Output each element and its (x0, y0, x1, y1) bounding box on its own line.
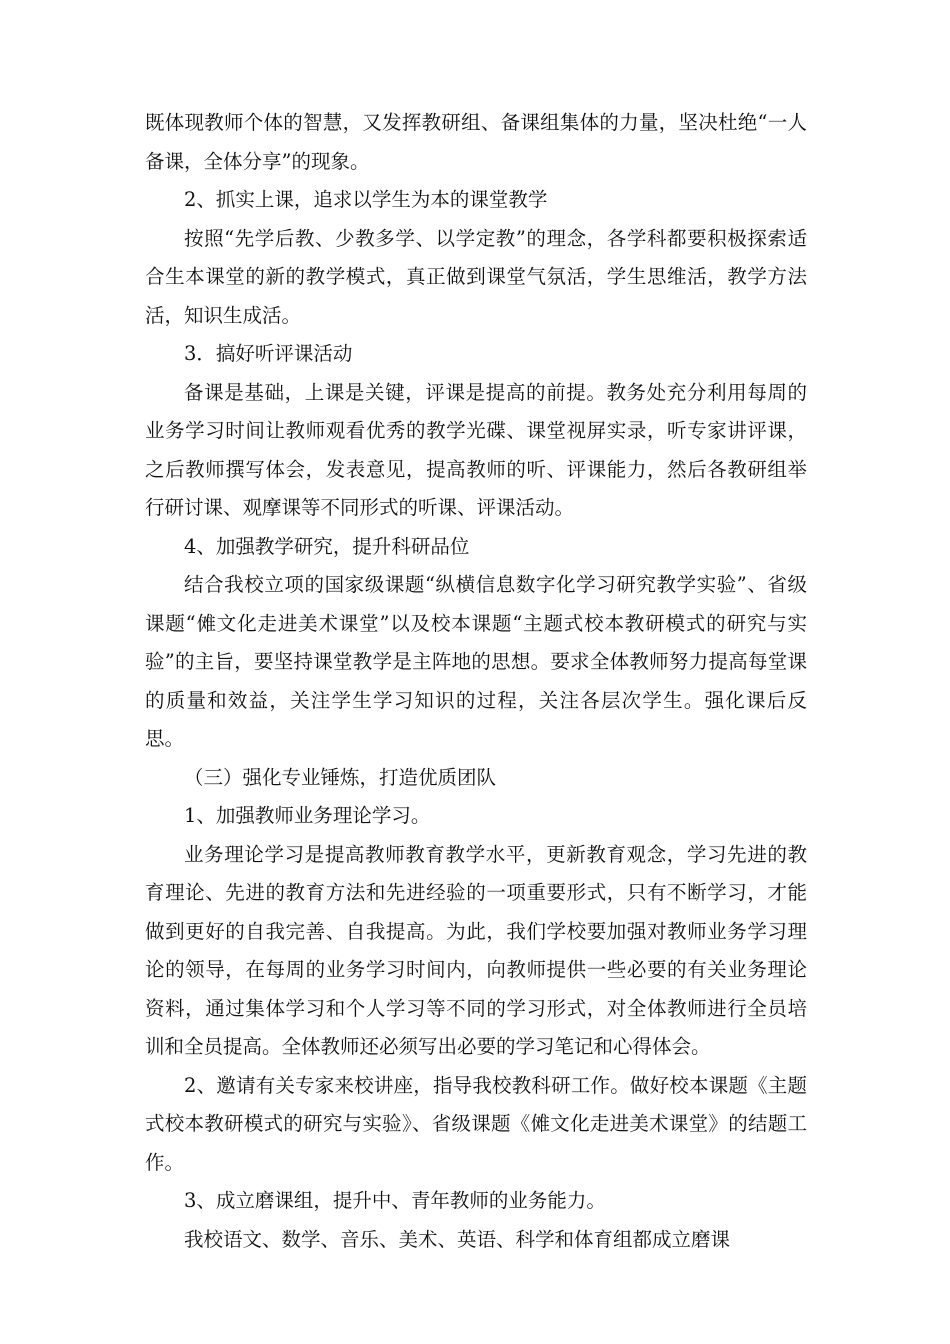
paragraph-lesson-polishing-group: 我校语文、数学、音乐、美术、英语、科学和体育组都成立磨课 (184, 1227, 731, 1251)
heading-lesson-evaluation: 3．搞好听评课活动 (184, 342, 353, 365)
section-heading-professional-team: （三）强化专业锤炼，打造优质团队 (184, 765, 497, 789)
paragraph-expert-lectures: 2、邀请有关专家来校讲座，指导我校教科研工作。做好校本课题《主题式校本教研模式的研究与实验》、省级课题《傩文化走进美术课堂》的结题工作。 (145, 1073, 807, 1174)
paragraph-teaching-model: 按照“先学后教、少教多学、以学定教”的理念，各学科都要积极探索适合生本课堂的新的教学模式，真正做到课堂气氛活，学生思维活，教学方法活，知识生成活。 (145, 226, 807, 327)
paragraph-collective-lesson-prep: 既体现教师个体的智慧，又发挥教研组、备课组集体的力量，坚决杜绝“一人备课，全体分享”的现象。 (145, 111, 807, 173)
heading-theory-study: 1、加强教师业务理论学习。 (184, 804, 431, 827)
heading-teaching-research: 4、加强教学研究，提升科研品位 (184, 534, 470, 558)
paragraph-teaching-research: 结合我校立项的国家级课题“纵横信息数字化学习研究教学实验”、省级课题“傩文化走进美术课堂”以及校本课题“主题式校本教研模式的研究与实验”的主旨，要坚持课堂教学是主阵地的思想。要求全体教师努力提高每堂课的质量和效益，关注学生学习知识的过程，关注各层次学生。强化课后反思。 (145, 573, 807, 750)
paragraph-theory-study: 业务理论学习是提高教师教育教学水平，更新教育观念，学习先进的教育理论、先进的教育方法和先进经验的一项重要形式，只有不断学习，才能做到更好的自我完善、自我提高。为此，我们学校要加强对教师业务学习理论的领导，在每周的业务学习时间内，向教师提供一些必要的有关业务理论资料，通过集体学习和个人学习等不同的学习形式，对全体教师进行全员培训和全员提高。全体教师还必须写出必要的学习笔记和心得体会。 (145, 842, 807, 1058)
heading-lesson-polishing-group: 3、成立磨课组，提升中、青年教师的业务能力。 (184, 1189, 606, 1212)
heading-classroom-teaching: 2、抓实上课，追求以学生为本的课堂教学 (184, 188, 548, 211)
paragraph-lesson-evaluation: 备课是基础，上课是关键，评课是提高的前提。教务处充分利用每周的业务学习时间让教师观看优秀的教学光碟、课堂视屏实录，听专家讲评课，之后教师撰写体会，发表意见，提高教师的听、评课能力，然后各教研组举行研讨课、观摩课等不同形式的听课、评课活动。 (145, 380, 807, 519)
document-page (145, 104, 807, 1259)
